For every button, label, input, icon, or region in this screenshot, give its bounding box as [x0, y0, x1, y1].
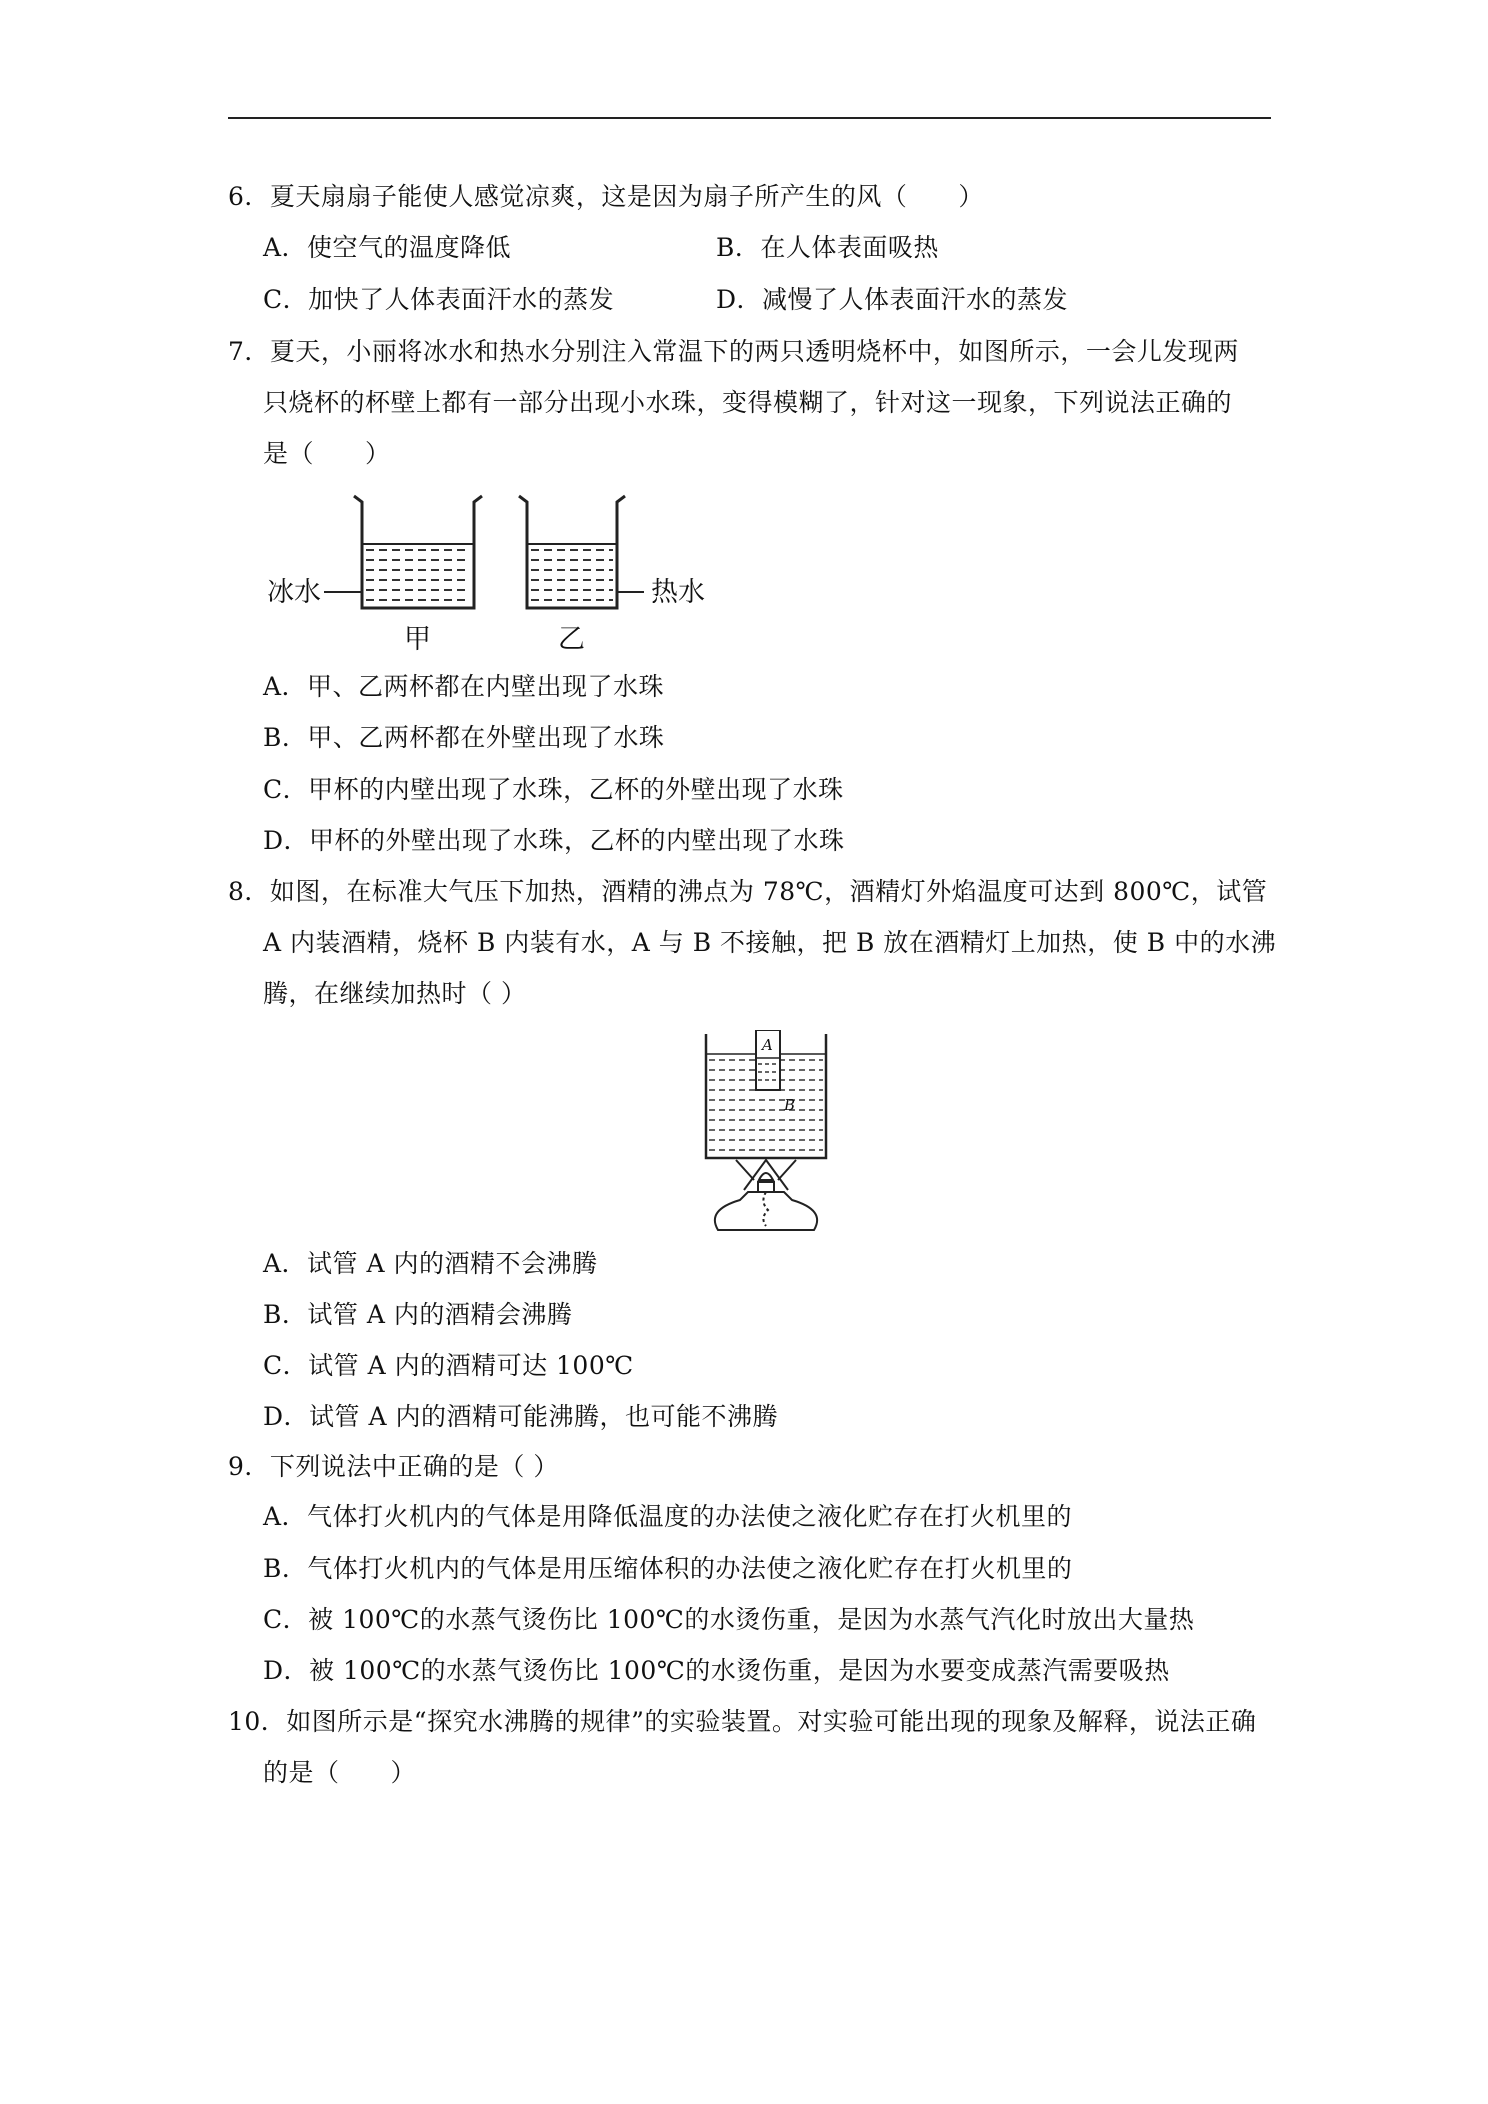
q7-option-c: C．甲杯的内壁出现了水珠，乙杯的外壁出现了水珠	[263, 775, 844, 804]
q8-stem-line-2: A 内装酒精，烧杯 B 内装有水，A 与 B 不接触，把 B 放在酒精灯上加热，使 B 中的水沸	[263, 928, 1277, 957]
q9-stem: 9．下列说法中正确的是（ ）	[228, 1452, 559, 1481]
q9-option-b: B．气体打火机内的气体是用压缩体积的办法使之液化贮存在打火机里的	[263, 1554, 1073, 1583]
q7-stem-line-2: 只烧杯的杯壁上都有一部分出现小水珠，变得模糊了，针对这一现象，下列说法正确的	[263, 388, 1233, 417]
q6-option-a: A．使空气的温度降低	[263, 233, 512, 262]
q10-stem-line-2: 的是（ ）	[263, 1758, 417, 1787]
header-rule	[228, 117, 1271, 119]
alcohol-lamp	[715, 1160, 817, 1230]
q6-option-c: C．加快了人体表面汗水的蒸发	[263, 285, 615, 314]
q7-option-a: A．甲、乙两杯都在内壁出现了水珠	[263, 672, 665, 701]
q7-label-ice-water: 冰水	[267, 577, 321, 608]
label-a: A	[762, 1036, 773, 1054]
q7-label-hot-water: 热水	[651, 577, 705, 608]
q6-option-d: D．减慢了人体表面汗水的蒸发	[716, 285, 1069, 314]
q8-stem-line-3: 腾，在继续加热时（ ）	[263, 979, 527, 1008]
q6-option-b: B．在人体表面吸热	[716, 233, 939, 262]
q7-option-d: D．甲杯的外壁出现了水珠，乙杯的内壁出现了水珠	[263, 826, 845, 855]
q7-label-jia: 甲	[404, 624, 431, 655]
q7-beakers-figure	[262, 488, 722, 658]
beaker-yi	[519, 496, 625, 608]
q8-stem-line-1: 8．如图，在标准大气压下加热，酒精的沸点为 78℃，酒精灯外焰温度可达到 800℃，试管	[228, 877, 1268, 906]
q9-option-d: D．被 100℃的水蒸气烫伤比 100℃的水烫伤重，是因为水要变成蒸汽需要吸热	[263, 1656, 1170, 1685]
q9-option-a: A．气体打火机内的气体是用降低温度的办法使之液化贮存在打火机里的	[263, 1502, 1073, 1531]
label-b: B	[784, 1096, 796, 1114]
q6-stem: 6．夏天扇扇子能使人感觉凉爽，这是因为扇子所产生的风（ ）	[228, 182, 984, 211]
q8-option-a: A．试管 A 内的酒精不会沸腾	[263, 1249, 598, 1278]
q9-option-c: C．被 100℃的水蒸气烫伤比 100℃的水烫伤重，是因为水蒸气汽化时放出大量热	[263, 1605, 1195, 1634]
q8-option-b: B．试管 A 内的酒精会沸腾	[263, 1300, 573, 1329]
q7-option-b: B．甲、乙两杯都在外壁出现了水珠	[263, 723, 665, 752]
q8-option-d: D．试管 A 内的酒精可能沸腾，也可能不沸腾	[263, 1402, 778, 1431]
q8-heating-figure	[696, 1030, 836, 1240]
q10-stem-line-1: 10．如图所示是“探究水沸腾的规律”的实验装置。对实验可能出现的现象及解释，说法正确	[228, 1707, 1257, 1736]
beaker-jia	[354, 496, 482, 608]
q7-stem-line-3: 是（ ）	[263, 439, 391, 468]
q8-option-c: C．试管 A 内的酒精可达 100℃	[263, 1351, 634, 1380]
q7-stem-line-1: 7．夏天，小丽将冰水和热水分别注入常温下的两只透明烧杯中，如图所示，一会儿发现两	[228, 337, 1239, 366]
q7-label-yi: 乙	[558, 624, 585, 655]
